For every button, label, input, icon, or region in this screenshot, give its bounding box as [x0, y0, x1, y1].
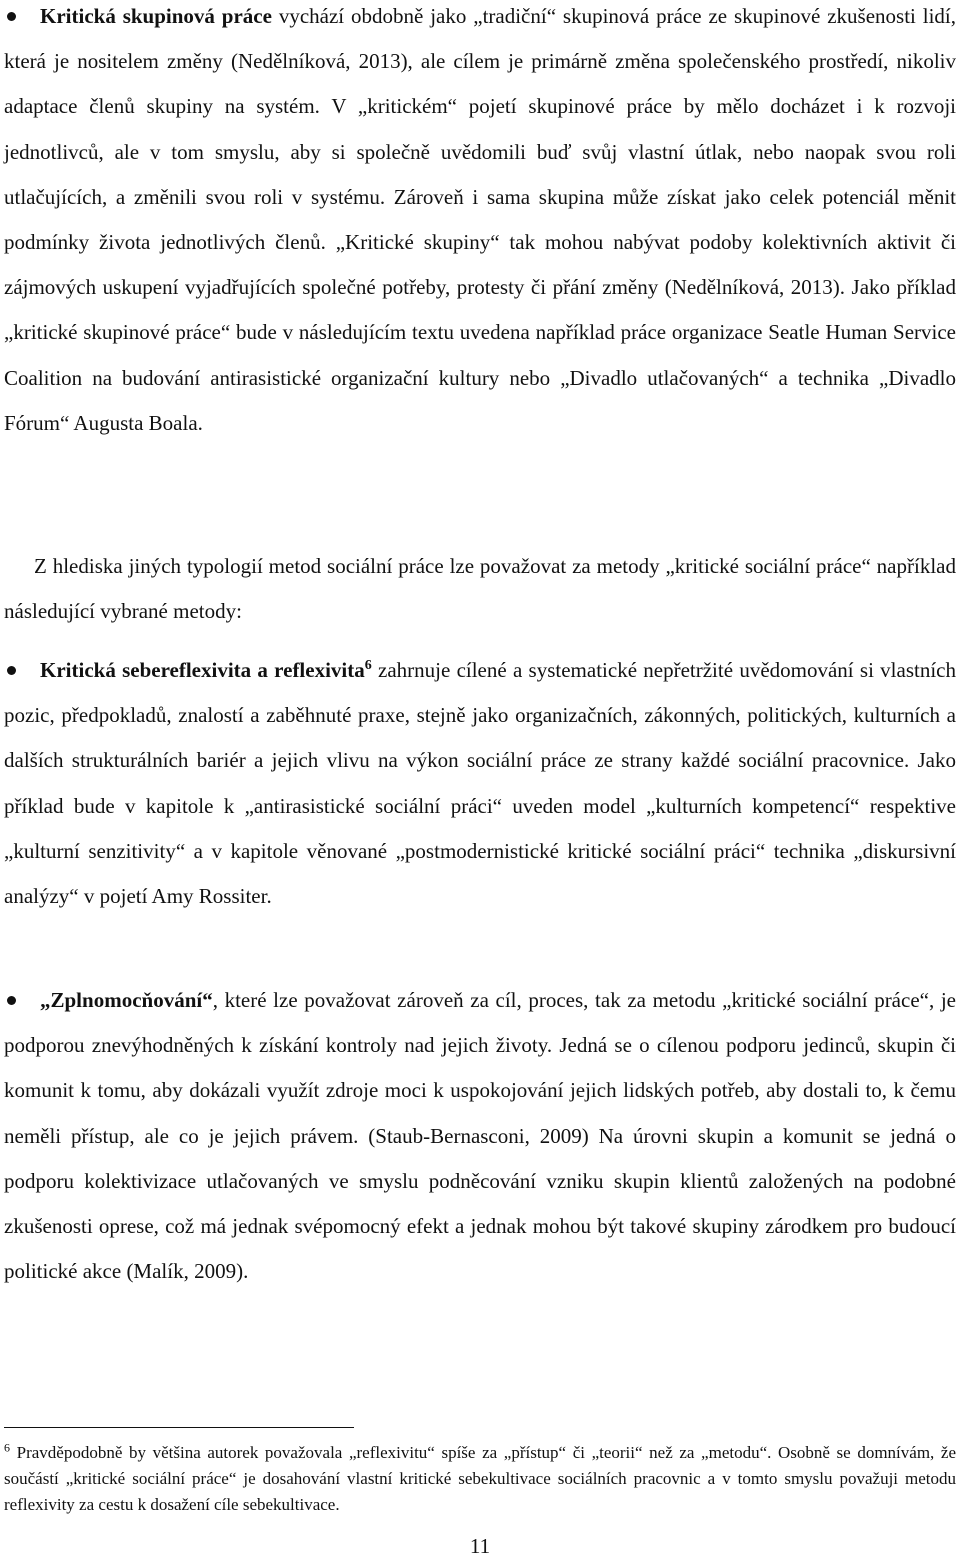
bullet-text: , které lze považovat zároveň za cíl, proces, tak za metodu „kritické sociální práce“, je podporou znevýhodněných k získání kontroly nad jejich životy. Jedná se o cílenou podporu jedinců, skupin či komunit k tomu, aby dokázali využít zdroje moci k uspokojování jejich lidských potřeb, aby dostali to, k čemu neměli přístup, ale co je jejich právem. (Staub-Bernasconi, 2009) Na úrovni skupin a komunit se jedná o podporu kolektivizace utlačovaných ve smyslu podněcování vzniku skupin klientů založených na podobné zkušenosti oprese, což má jednak svépomocný efekt a jednak mohou být takové skupiny zárodkem pro budoucí politické akce (Malík, 2009).: [4, 988, 956, 1284]
bold-term-reflexivity: Kritická sebereflexivita a reflexivita: [40, 658, 365, 682]
paragraph-typology: [4, 544, 956, 634]
paragraph-critical-group-work: [4, 0, 956, 446]
bold-term-critical-group-work: Kritická skupinová práce: [40, 4, 272, 28]
bullet-item-reflexivity: [4, 648, 956, 919]
footnote-number: 6: [4, 1440, 10, 1455]
footnote: [4, 1440, 956, 1518]
footnote-text: Pravděpodobně by většina autorek považovala „reflexivitu“ spíše za „přístup“ či „teorii“ než za „metodu“. Osobně se domnívám, že součástí „kritické sociální práce“ je dosahování vlastní kritické sebekultivace sociálních pracovnic a v tomto smyslu považuji metodu reflexivity za cestu k dosažení cíle sebekultivace.: [4, 1443, 956, 1514]
bullet-dot-icon: [7, 12, 16, 21]
paragraph-text: Z hlediska jiných typologií metod sociální práce lze považovat za metody „kritické sociální práce“ například následující vybrané metody:: [4, 554, 956, 624]
footnote-divider: [4, 1427, 354, 1428]
bold-term-empowerment: „Zplnomocňování“: [40, 988, 213, 1012]
bullet-item-empowerment: [4, 978, 956, 1294]
bullet-dot-icon: [7, 666, 16, 675]
bullet-dot-icon: [7, 996, 16, 1005]
footnote-reference: 6: [364, 658, 372, 673]
bullet-text: zahrnuje cílené a systematické nepřetržité uvědomování si vlastních pozic, předpokladů, znalostí a zaběhnuté praxe, stejně jako organizačních, zákonných, politických, kulturních a dalších strukturálních bariér a jejich vlivu na výkon sociální práce ze strany každé sociální pracovnice. Jako příklad bude v kapitole k „antirasistické sociální práci“ uveden model „kulturních kompetencí“ respektive „kulturní senzitivity“ a v kapitole věnované „postmodernistické kritické sociální práci“ technika „diskursivní analýzy“ v pojetí Amy Rossiter.: [4, 658, 956, 909]
page-number: 11: [469, 1534, 491, 1558]
paragraph-text: vychází obdobně jako „tradiční“ skupinová práce ze skupinové zkušenosti lidí, která je nositelem změny (Nedělníková, 2013), ale cílem je primárně změna společenského prostředí, nikoliv adaptace členů skupiny na systém. V „kritickém“ pojetí skupinové práce by mělo docházet i k rozvoji jednotlivců, ale v tom smyslu, aby si společně uvědomili buď svůj vlastní útlak, nebo naopak svou roli utlačujících, a změnili svou roli v systému. Zároveň i sama skupina může získat jako celek potenciál měnit podmínky života jednotlivých členů. „Kritické skupiny“ tak mohou nabývat podoby kolektivních aktivit či zájmových uskupení vyjadřujících společné potřeby, protesty či přání změny (Nedělníková, 2013). Jako příklad „kritické skupinové práce“ bude v následujícím textu uvedena například práce organizace Seatle Human Service Coalition na budování antirasistické organizační kultury nebo „Divadlo utlačovaných“ a technika „Divadlo Fórum“ Augusta Boala.: [4, 4, 956, 435]
